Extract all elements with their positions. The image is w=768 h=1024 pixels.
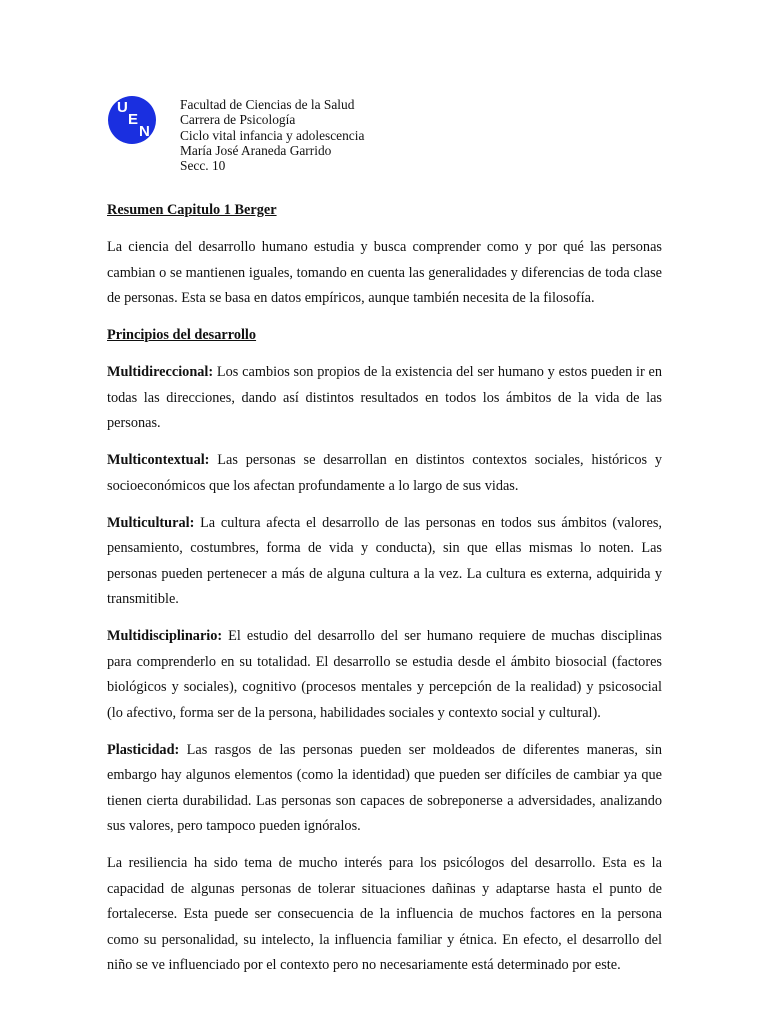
header-career: Carrera de Psicología <box>180 112 296 128</box>
principle-term: Multidireccional: <box>107 364 214 380</box>
principle-term: Plasticidad: <box>107 741 180 758</box>
principle-term: Multicultural: <box>107 514 195 531</box>
principle-text: La cultura afecta el desarrollo de las personas en todos sus ámbitos (valores, pensamiento, costumbres, forma de vida y conducta), sin que ellas mismas lo noten. Las personas pueden pertenecer a más de alguna cultura a la vez. La cultura es externa, adquirida y transmitible. <box>107 514 662 607</box>
principle-text: Las rasgos de las personas pueden ser moldeados de diferentes maneras, sin embargo hay algunos elementos (como la identidad) que pueden ser difíciles de cambiar ya que tienen cierta durabilidad. Las personas son capaces de sobreponerse a adversidades, analizando sus valores, pero tampoco pueden ignóralos. <box>107 741 662 834</box>
document-body <box>107 198 662 990</box>
header-course: Ciclo vital infancia y adolescencia <box>180 127 365 143</box>
header-faculty: Facultad de Ciencias de la Salud <box>180 97 355 112</box>
header-author: María José Araneda Garrido <box>180 142 332 158</box>
ucen-logo <box>108 96 156 144</box>
principle-paragraph <box>107 738 662 840</box>
closing-paragraph: La resiliencia ha sido tema de mucho interés para los psicólogos del desarrollo. Esta es la capacidad de algunas personas de tolerar situaciones dañinas y adaptarse hasta el punto de fortalecerse. Esta puede ser consecuencia de la influencia de muchos factores en la persona como su personalidad, su intelecto, la influencia familiar y étnica. En efecto, el desarrollo del niño se ve influenciado por el contexto pero no necesariamente está determinado por este. <box>107 855 662 973</box>
logo-letter-n: N <box>139 123 150 140</box>
principle-paragraph <box>107 360 662 437</box>
header-section: Secc. 10 <box>180 158 226 174</box>
principle-term: Multicontextual: <box>107 452 210 468</box>
document-header <box>180 97 364 173</box>
logo-letter-e: E <box>128 111 139 128</box>
principle-paragraph <box>107 448 662 499</box>
principle-text: Los cambios son propios de la existencia del ser humano y estos pueden ir en todas las direcciones, dando así distintos resultados en todos los ámbitos de la vida de las personas. <box>107 364 662 431</box>
document-title: Resumen Capitulo 1 Berger <box>107 202 277 218</box>
intro-paragraph: La ciencia del desarrollo humano estudia y busca comprender como y por qué las personas cambian o se mantienen iguales, tomando en cuenta las generalidades y diferencias de toda clase de personas. Esta se basa en datos empíricos, aunque también necesita de la filosofía. <box>107 239 662 306</box>
logo-letter-u: U <box>117 99 128 116</box>
principle-term: Multidisciplinario: <box>107 628 223 644</box>
principle-text: Las personas se desarrollan en distintos contextos sociales, históricos y socioeconómicos que los afectan profundamente a lo largo de sus vidas. <box>107 452 662 494</box>
principle-text: El estudio del desarrollo del ser humano requiere de muchas disciplinas para comprenderlo en su totalidad. El desarrollo se estudia desde el ámbito biosocial (factores biológicos y sociales), cognitivo (procesos mentales y percepción de la realidad) y psicosocial (lo afectivo, forma ser de la persona, habilidades sociales y contexto social y cultural). <box>107 628 662 721</box>
principle-paragraph <box>107 511 662 613</box>
principle-paragraph <box>107 624 662 726</box>
section-title: Principios del desarrollo <box>107 327 257 343</box>
